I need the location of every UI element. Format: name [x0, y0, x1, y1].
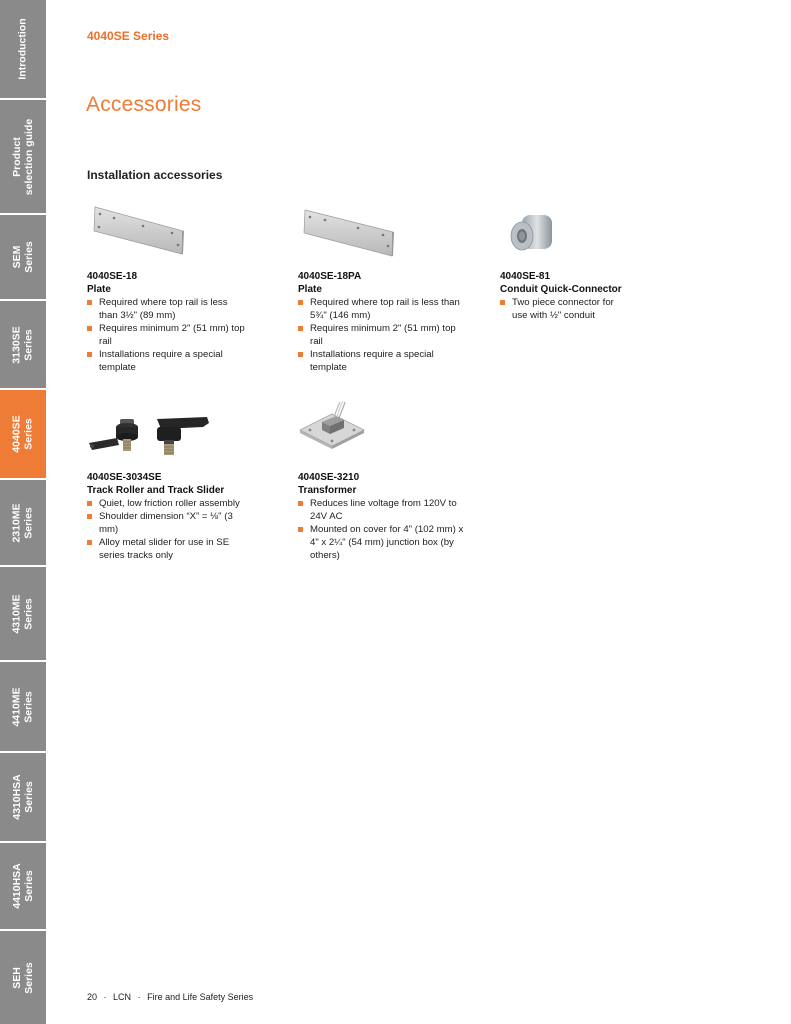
product-features: [87, 497, 247, 562]
feature-item: Installations require a special template: [298, 348, 468, 374]
product-features: [500, 296, 630, 322]
tab-label: Product selection guide: [11, 118, 35, 195]
feature-item: Requires minimum 2" (51 mm) top rail: [298, 322, 468, 348]
plate-image: [93, 205, 185, 262]
tab-introduction[interactable]: [0, 0, 46, 98]
feature-item: Installations require a special template: [87, 348, 247, 374]
tab-3130se-series[interactable]: [0, 301, 46, 388]
product-code: 4040SE-3034SE: [87, 472, 162, 483]
tab-label: 3130SE Series: [11, 325, 35, 364]
page-title: Accessories: [86, 93, 202, 116]
product-code: 4040SE-18: [87, 271, 138, 282]
product-code: 4040SE-81: [500, 271, 551, 282]
feature-item: Required where top rail is less than 3½" (89 mm): [87, 296, 247, 322]
tab-label: SEH Series: [11, 961, 35, 994]
feature-item: Two piece connector for use with ½" conduit: [500, 296, 630, 322]
feature-item: Shoulder dimension “X” = ⅛" (3 mm): [87, 510, 247, 536]
page-footer: 20 · LCN · Fire and Life Safety Series: [87, 992, 254, 1002]
tab-2310me-series[interactable]: [0, 480, 46, 565]
tab-label: SEM Series: [11, 241, 35, 273]
section-heading: Installation accessories: [87, 168, 223, 182]
tab-product-selection-guide[interactable]: [0, 100, 46, 213]
tab-label: 4310ME Series: [10, 593, 35, 634]
tab-seh-series[interactable]: [0, 931, 46, 1024]
sidebar-nav: [0, 0, 46, 1024]
footer-brand: LCN: [113, 992, 132, 1002]
tab-label: 4310HSA Series: [11, 774, 35, 820]
tab-4310me-series[interactable]: [0, 567, 46, 660]
feature-item: Alloy metal slider for use in SE series tracks only: [87, 536, 247, 562]
footer-series: Fire and Life Safety Series: [147, 992, 254, 1002]
product-name: Transformer: [298, 485, 357, 496]
product-name: Conduit Quick-Connector: [500, 284, 622, 295]
product-features: [87, 296, 247, 374]
product-features: [298, 497, 470, 562]
plate-image: [303, 208, 395, 265]
page-number: 20: [87, 992, 98, 1002]
series-title: 4040SE Series: [87, 29, 170, 43]
feature-item: Reduces line voltage from 120V to 24V AC: [298, 497, 470, 523]
tab-sem-series[interactable]: [0, 215, 46, 299]
conduit-connector-image: [508, 209, 556, 264]
product-code: 4040SE-18PA: [298, 271, 362, 282]
tab-label: 4410ME Series: [10, 686, 35, 727]
tab-label: Introduction: [17, 18, 29, 80]
tab-4040se-series[interactable]: [0, 390, 46, 478]
tab-4410me-series[interactable]: [0, 662, 46, 751]
product-features: [298, 296, 468, 374]
tab-4310hsa-series[interactable]: [0, 753, 46, 841]
feature-item: Requires minimum 2" (51 mm) top rail: [87, 322, 247, 348]
feature-item: Quiet, low friction roller assembly: [87, 497, 247, 510]
product-code: 4040SE-3210: [298, 472, 360, 483]
product-name: Plate: [298, 284, 322, 295]
product-name: Plate: [87, 284, 111, 295]
tab-4410hsa-series[interactable]: [0, 843, 46, 929]
feature-item: Required where top rail is less than 5¾" (146 mm): [298, 296, 468, 322]
tab-label: 2310ME Series: [10, 502, 35, 543]
track-roller-slider-image: [87, 415, 212, 462]
tab-label: 4410HSA Series: [11, 863, 35, 909]
feature-item: Mounted on cover for 4" (102 mm) x 4" x 2¼" (54 mm) junction box (by others): [298, 523, 470, 562]
tab-label: 4040SE Series: [11, 415, 35, 453]
product-name: Track Roller and Track Slider: [87, 485, 225, 496]
transformer-image: [298, 400, 366, 459]
